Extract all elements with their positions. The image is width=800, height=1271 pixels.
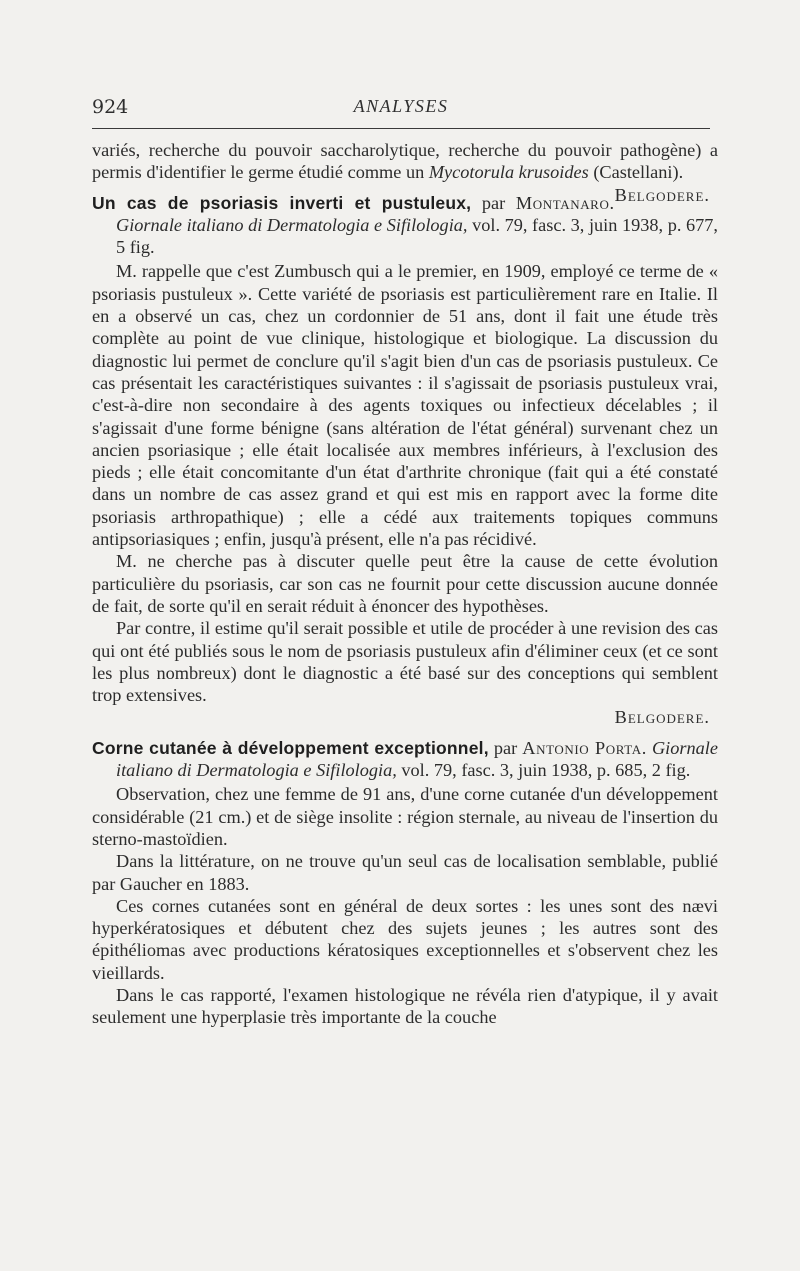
article-paragraph: M. rappelle que c'est Zumbusch qui a le premier, en 1909, employé ce terme de « psoriasis pustuleux ». Cette variété de psoriasis est particulièrement rare en Italie. Il en a observé un cas, chez un cordonnier de 51 ans, dont il fait une étude très complète au point de vue clinique, histologique et biologique. La discussion du diagnostic lui permet de conclure qu'il s'agit bien d'un cas de psoriasis pustuleux. Ce cas présentait les caractéristiques suivantes : il s'agissait de psoriasis pustuleux vrai, c'est-à-dire non secondaire à des agents toxiques ou infectieux décelables ; il s'agissait d'une forme bénigne (sans altération de l'état général) survenant chez un ancien psoriasique ; elle était localisée aux membres inférieurs, à l'exclusion des pieds ; elle était concomitante d'un état d'arthrite chronique (fait qui a été constaté dans un nombre de cas assez grand et qui est mis en rapport avec la forme dite psoriasis arthropathique) ; elle a cédé aux traitements topiques communs antipsoriasiques ; enfin, jusqu'à présent, elle n'a pas récidivé. <box>92 261 718 550</box>
prev-article-text-end: (Castellani). <box>588 162 684 183</box>
article-paragraph: Dans la littérature, on ne trouve qu'un seul cas de localisation semblable, publié par Gaucher en 1883. <box>92 851 718 894</box>
article-title: Corne cutanée à développement exceptionnel, <box>92 737 489 758</box>
header-rule <box>92 128 710 129</box>
species-name: Mycotorula krusoides <box>428 162 589 183</box>
article-paragraph: Observation, chez une femme de 91 ans, d'une corne cutanée d'un développement considérable (21 cm.) et de siège insolite : région sternale, au niveau de l'insertion du sterno-mastoïdien. <box>92 784 718 849</box>
article-journal: Giornale italiano di Dermatologia e Sifilologia, <box>116 737 718 781</box>
article-details: vol. 79, fasc. 3, juin 1938, p. 685, 2 fig. <box>396 760 691 781</box>
article-paragraph: Par contre, il estime qu'il serait possible et utile de procéder à une revision des cas qui ont été publiés sous le nom de psoriasis pustuleux afin d'éliminer ceux (et ce sont les plus nombreux) dont le diagnostic a été basé sur des conceptions qui semblent trop extensives. <box>92 618 718 706</box>
prev-article-signature: Belgodere. <box>614 184 710 205</box>
prev-article-text: variés, recherche du pouvoir saccharolytique, recherche du pouvoir pathogène) a permis d'identifier le germe étudié comme un <box>92 140 718 183</box>
article-signature: Belgodere. <box>614 707 710 728</box>
page-body <box>92 139 718 1029</box>
page-header <box>92 96 710 118</box>
article-by: par <box>471 192 516 213</box>
article-heading <box>92 737 718 782</box>
article-paragraph: Ces cornes cutanées sont en général de deux sortes : les unes sont des nævi hyperkératosiques et débutent chez des sujets jeunes ; les autres sont des épithéliomas avec productions kératosiques exceptionnelles et s'observent chez les vieillards. <box>92 895 718 983</box>
article-details: vol. 79, fasc. 3, juin 1938, p. 677, 5 fig. <box>116 214 718 258</box>
article-author: Montanaro. <box>515 192 615 213</box>
article-title: Un cas de psoriasis inverti et pustuleux, <box>92 192 472 213</box>
article-journal: Giornale italiano di Dermatologia e Sifilologia, <box>116 214 468 235</box>
page-number: 924 <box>92 96 129 118</box>
article-by: par <box>488 737 523 758</box>
article-author: Antonio Porta. <box>522 737 647 758</box>
article-paragraph: M. ne cherche pas à discuter quelle peut être la cause de cette évolution particulière du psoriasis, car son cas ne fournit pour cette discussion aucune donnée de fait, de sorte qu'il en serait réduit à énoncer des hypothèses. <box>92 551 718 616</box>
running-title: ANALYSES <box>353 96 449 116</box>
article-paragraph: Dans le cas rapporté, l'examen histologique ne révéla rien d'atypique, il y avait seulement une hyperplasie très importante de la couche <box>92 984 718 1028</box>
